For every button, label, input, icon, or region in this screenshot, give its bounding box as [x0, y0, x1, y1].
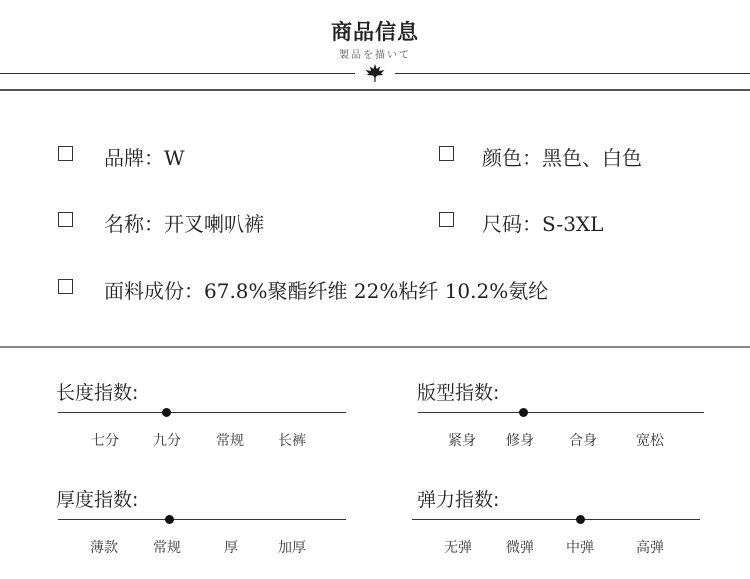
material-checkbox — [58, 279, 73, 294]
length-option: 常规 — [216, 433, 244, 449]
elasticity-option: 无弹 — [444, 540, 472, 556]
thickness-index-marker — [165, 515, 174, 524]
color-checkbox — [439, 146, 454, 161]
elasticity-index-track — [412, 519, 700, 520]
color-spec: 颜色：黑色、白色 — [482, 146, 642, 170]
length-index-title: 长度指数: — [56, 382, 139, 404]
elasticity-index-title: 弹力指数: — [417, 489, 500, 511]
brand-spec: 品牌：W — [104, 146, 185, 170]
thickness-option: 常规 — [153, 540, 181, 556]
elasticity-option: 中弹 — [566, 540, 594, 556]
name-checkbox — [58, 212, 73, 227]
header-divider-left — [0, 73, 355, 74]
size-spec: 尺码：S-3XL — [482, 212, 604, 236]
length-index-track — [58, 412, 346, 413]
fit-option: 合身 — [569, 433, 597, 449]
name-spec: 名称：开叉喇叭裤 — [104, 212, 264, 236]
section-subtitle: 製品を描いて — [339, 50, 411, 61]
length-option: 九分 — [153, 433, 181, 449]
fit-index-marker — [519, 408, 528, 417]
length-index-marker — [162, 408, 171, 417]
fit-option: 修身 — [506, 433, 534, 449]
fit-option: 宽松 — [636, 433, 664, 449]
fit-index-title: 版型指数: — [417, 382, 500, 404]
length-option: 七分 — [91, 433, 119, 449]
thickness-option: 厚 — [224, 540, 238, 556]
thickness-index-track — [58, 519, 346, 520]
material-spec: 面料成份：67.8%聚酯纤维 22%粘纤 10.2%氨纶 — [104, 279, 549, 303]
thickness-option: 薄款 — [90, 540, 118, 556]
elasticity-option: 高弹 — [636, 540, 664, 556]
size-checkbox — [439, 212, 454, 227]
elasticity-index-marker — [576, 515, 585, 524]
fit-option: 紧身 — [448, 433, 476, 449]
thickness-index-title: 厚度指数: — [56, 489, 139, 511]
maple-leaf-icon — [363, 63, 387, 83]
fit-index-track — [418, 412, 704, 413]
elasticity-option: 微弹 — [506, 540, 534, 556]
header-divider-right — [395, 73, 750, 74]
section-divider — [0, 346, 750, 348]
thickness-option: 加厚 — [278, 540, 306, 556]
brand-checkbox — [58, 146, 73, 161]
header-underline — [0, 89, 750, 91]
length-option: 长裤 — [278, 433, 306, 449]
section-title: 商品信息 — [331, 20, 419, 44]
